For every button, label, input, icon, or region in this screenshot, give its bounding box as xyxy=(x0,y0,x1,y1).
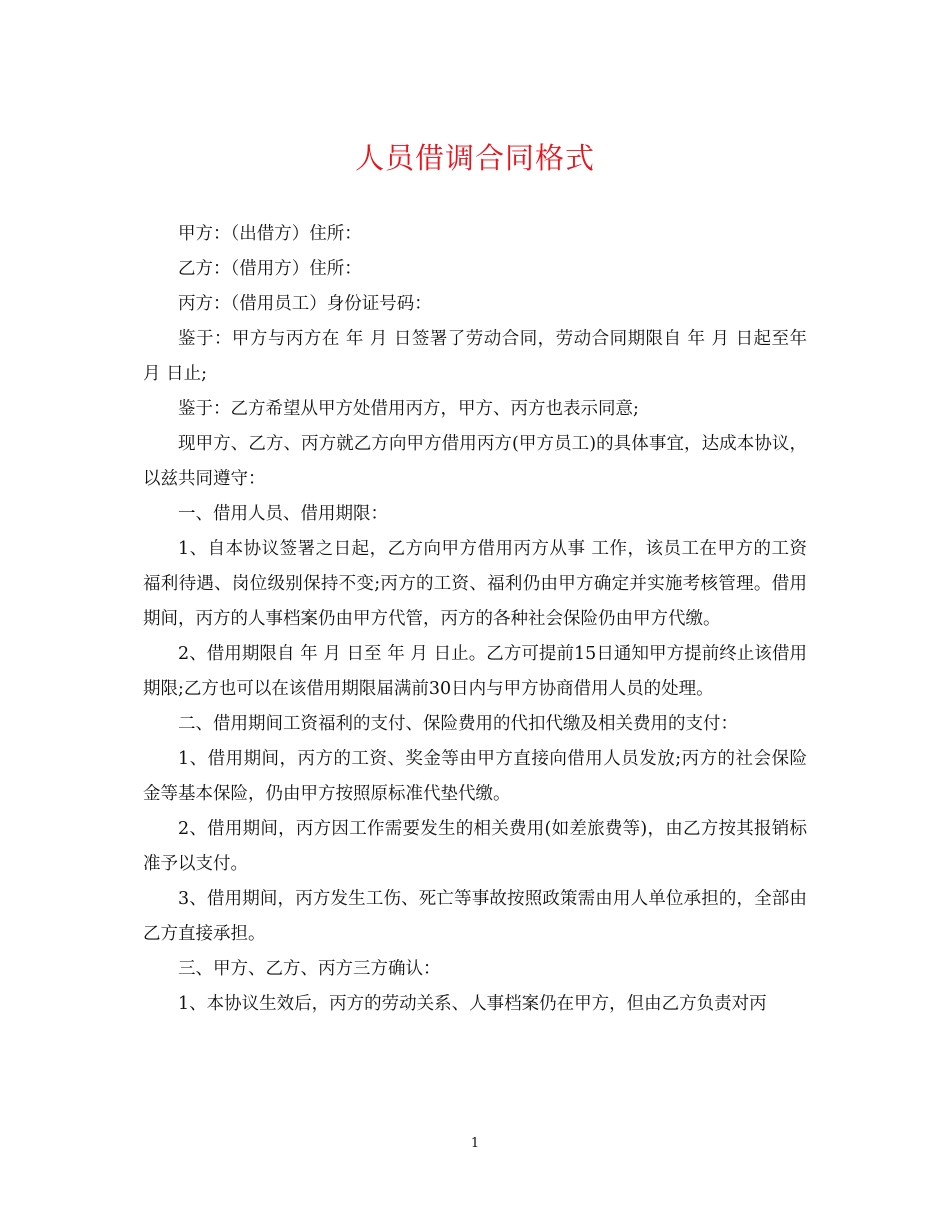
document-title: 人员借调合同格式 xyxy=(354,141,595,175)
paragraph-party-c: 丙方：（借用员工）身份证号码： xyxy=(178,294,432,314)
section-heading-1: 一、借用人员、借用期限： xyxy=(178,504,388,524)
clause-2-1: 1、借用期间，丙方的工资、奖金等由甲方直接向借用人员发放;丙方的社会保险金等基本保险，仍由甲方按照原标准代垫代缴。 xyxy=(143,749,807,804)
clause-3-1: 1、本协议生效后，丙方的劳动关系、人事档案仍在甲方，但由乙方负责对丙 xyxy=(178,994,767,1014)
document-body xyxy=(143,217,807,1022)
section-heading-3: 三、甲方、乙方、丙方三方确认： xyxy=(178,959,441,979)
clause-2-2: 2、借用期间，丙方因工作需要发生的相关费用(如差旅费等)，由乙方按其报销标准予以支付。 xyxy=(143,819,807,874)
page-number: 1 xyxy=(470,1136,480,1151)
paragraph-whereas-2: 鉴于：乙方希望从甲方处借用丙方，甲方、丙方也表示同意; xyxy=(178,399,639,419)
section-heading-2: 二、借用期间工资福利的支付、保险费用的代扣代缴及相关费用的支付： xyxy=(178,714,738,734)
paragraph-party-a: 甲方：（出借方）住所： xyxy=(178,224,362,244)
paragraph-party-b: 乙方：（借用方）住所： xyxy=(178,259,362,279)
paragraph-whereas-1: 鉴于：甲方与丙方在 年 月 日签署了劳动合同，劳动合同期限自 年 月 日起至年 月 日止; xyxy=(143,329,807,384)
clause-1-2: 2、借用期限自 年 月 日至 年 月 日止。乙方可提前15日通知甲方提前终止该借用期限;乙方也可以在该借用期限届满前30日内与甲方协商借用人员的处理。 xyxy=(143,644,807,699)
clause-1-1: 1、自本协议签署之日起，乙方向甲方借用丙方从事 工作，该员工在甲方的工资福利待遇、岗位级别保持不变;丙方的工资、福利仍由甲方确定并实施考核管理。借用期间，丙方的人事档案仍由甲方代管，丙方的各种社会保险仍由甲方代缴。 xyxy=(143,539,807,629)
paragraph-agreement-intro: 现甲方、乙方、丙方就乙方向甲方借用丙方(甲方员工)的具体事宜，达成本协议，以兹共同遵守： xyxy=(143,434,807,489)
clause-2-3: 3、借用期间，丙方发生工伤、死亡等事故按照政策需由用人单位承担的，全部由乙方直接承担。 xyxy=(143,889,807,944)
